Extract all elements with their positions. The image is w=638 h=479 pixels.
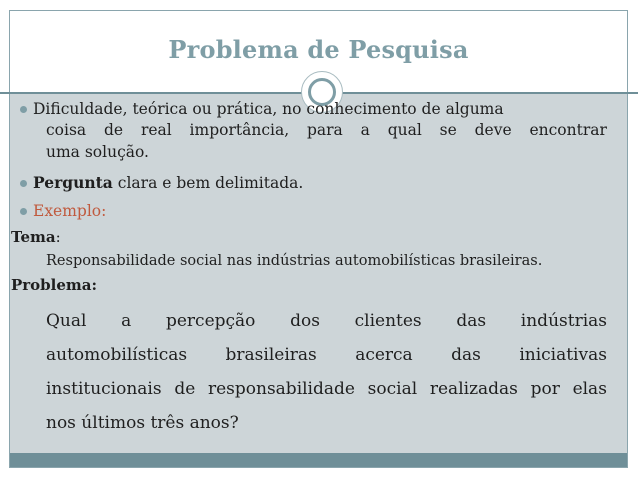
word: de bbox=[104, 121, 124, 139]
word: coisa bbox=[46, 121, 87, 139]
bullet-2 bbox=[33, 173, 303, 193]
tema-label-text: Tema bbox=[11, 228, 56, 246]
word: das bbox=[456, 311, 487, 331]
bullet-2-bold: Pergunta bbox=[33, 173, 113, 192]
bullet-icon bbox=[20, 208, 27, 215]
question-line-4: nos últimos três anos? bbox=[46, 413, 239, 433]
question-line-3 bbox=[46, 379, 607, 399]
word: clientes bbox=[354, 311, 422, 331]
word: iniciativas bbox=[519, 345, 607, 365]
word: deve bbox=[474, 121, 512, 139]
word: responsabilidade bbox=[207, 379, 355, 399]
word: acerca bbox=[355, 345, 413, 365]
question-line-2 bbox=[46, 345, 607, 365]
word: por bbox=[530, 379, 560, 399]
bullet-1-line-3: uma solução. bbox=[46, 143, 149, 161]
bullet-1-line-1: Dificuldade, teórica ou prática, no conhecimento de alguma bbox=[33, 100, 504, 118]
word: a bbox=[121, 311, 132, 331]
problema-label: Problema: bbox=[11, 276, 98, 294]
bullet-3-example: Exemplo: bbox=[33, 202, 107, 220]
word: se bbox=[439, 121, 457, 139]
word: de bbox=[174, 379, 196, 399]
word: qual bbox=[387, 121, 422, 139]
tema-text: Responsabilidade social nas indústrias automobilísticas brasileiras. bbox=[46, 253, 543, 269]
word: institucionais bbox=[46, 379, 162, 399]
bullet-1-line-2 bbox=[46, 120, 607, 140]
word: a bbox=[360, 121, 370, 139]
bullet-icon bbox=[20, 180, 27, 187]
word: social bbox=[367, 379, 418, 399]
bullet-2-rest: clara e bem delimitada. bbox=[112, 174, 304, 192]
word: brasileiras bbox=[225, 345, 317, 365]
word: real bbox=[140, 121, 172, 139]
word: percepção bbox=[165, 311, 256, 331]
word: Qual bbox=[46, 311, 87, 331]
tema-label bbox=[11, 228, 61, 246]
footer-bar bbox=[10, 453, 627, 467]
word: realizadas bbox=[429, 379, 518, 399]
word: das bbox=[451, 345, 481, 365]
word: importância, bbox=[189, 121, 290, 139]
question-line-1 bbox=[46, 311, 607, 331]
word: elas bbox=[572, 379, 607, 399]
word: para bbox=[306, 121, 343, 139]
word: encontrar bbox=[529, 121, 607, 139]
word: indústrias bbox=[520, 311, 607, 331]
word: dos bbox=[290, 311, 320, 331]
tema-colon: : bbox=[55, 228, 61, 246]
slide-title: Problema de Pesquisa bbox=[168, 35, 469, 64]
bullet-icon bbox=[20, 106, 27, 113]
word: automobilísticas bbox=[46, 345, 188, 365]
